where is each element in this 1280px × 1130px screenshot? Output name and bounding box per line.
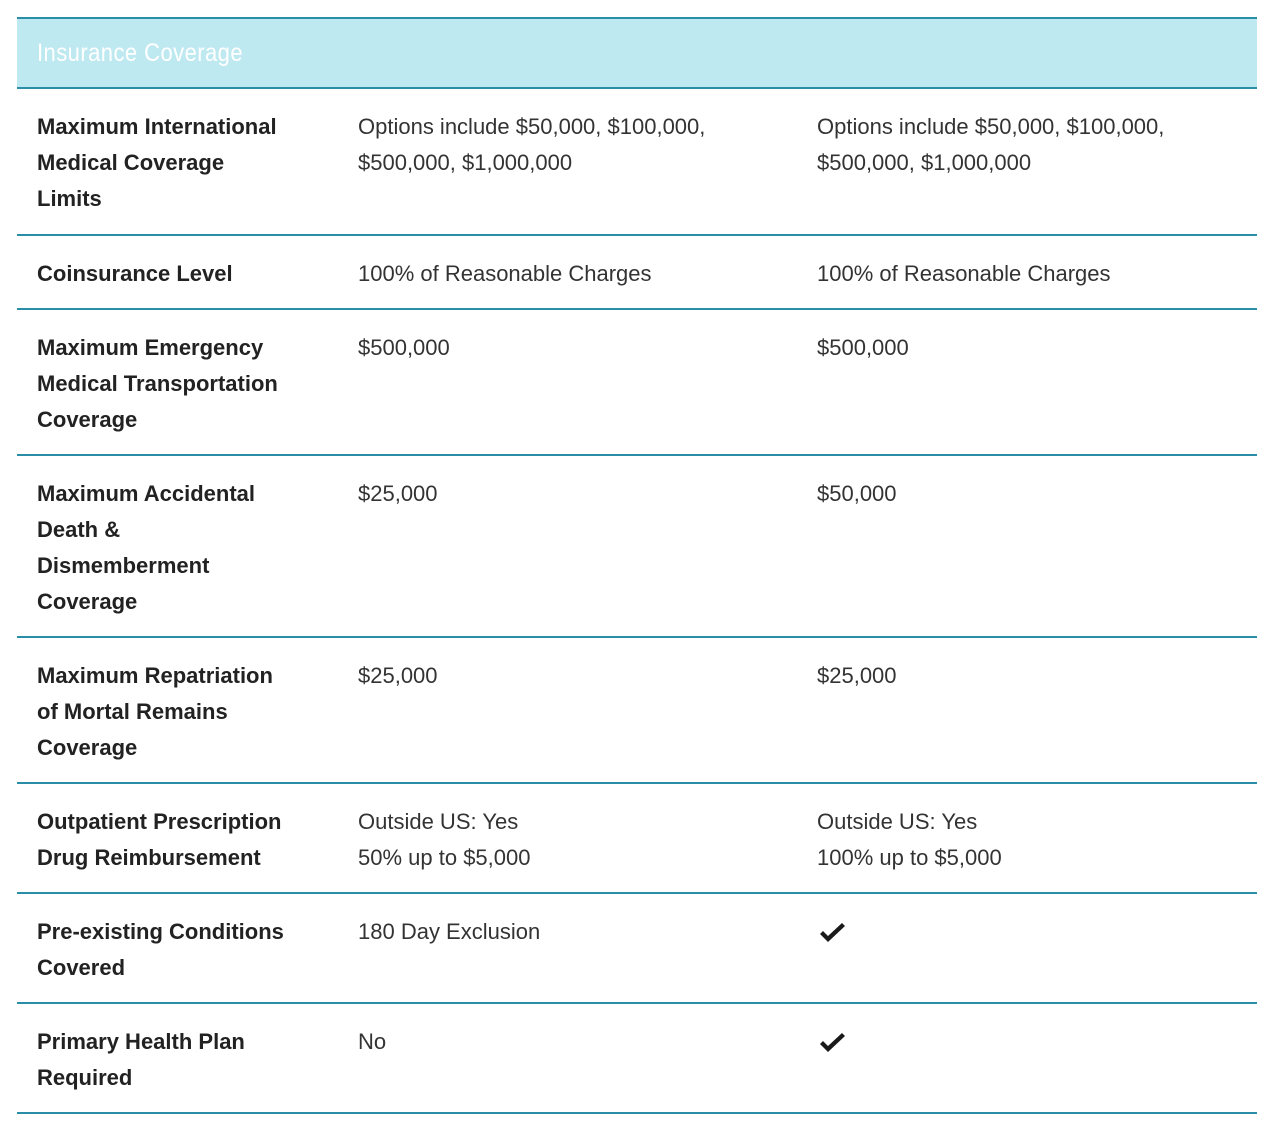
value-line: Outside US: Yes (817, 809, 978, 834)
row-label-line: Coverage (37, 589, 138, 614)
table-row (17, 89, 1257, 236)
plan-1-value (358, 894, 817, 1002)
coverage-table (17, 17, 1257, 1114)
row-label-line: Outpatient Prescription (37, 809, 282, 834)
row-label-line: Medical Coverage (37, 150, 225, 175)
row-label (17, 638, 358, 782)
row-label (17, 1004, 358, 1112)
value-line: $500,000 (358, 335, 450, 360)
section-header (17, 17, 1257, 89)
plan-2-value (817, 310, 1257, 454)
table-row (17, 1004, 1257, 1114)
row-label-line: Coverage (37, 735, 138, 760)
row-label-line: of Mortal Remains (37, 699, 228, 724)
plan-1-value (358, 1004, 817, 1112)
table-row (17, 456, 1257, 638)
row-label-line: Coverage (37, 407, 138, 432)
row-label-line: Coinsurance Level (37, 261, 233, 286)
row-label-line: Maximum Accidental (37, 481, 256, 506)
checkmark-icon (817, 1030, 847, 1054)
row-label (17, 89, 358, 234)
value-line: $500,000, $1,000,000 (358, 150, 573, 175)
plan-1-value (358, 638, 817, 782)
value-line: $500,000 (817, 335, 909, 360)
row-label (17, 784, 358, 892)
row-label-line: Required (37, 1065, 133, 1090)
value-line: $25,000 (358, 481, 438, 506)
plan-1-value (358, 310, 817, 454)
plan-2-value (817, 1004, 1257, 1112)
row-label (17, 456, 358, 636)
value-line: 50% up to $5,000 (358, 845, 531, 870)
value-line: $25,000 (817, 663, 897, 688)
plan-2-value (817, 236, 1257, 308)
value-line: 100% of Reasonable Charges (358, 261, 652, 286)
value-line: Options include $50,000, $100,000, (817, 114, 1165, 139)
table-row (17, 784, 1257, 894)
row-label (17, 894, 358, 1002)
row-label-line: Maximum Emergency (37, 335, 264, 360)
value-line: 180 Day Exclusion (358, 919, 541, 944)
table-row (17, 310, 1257, 456)
section-title: Insurance Coverage (37, 38, 244, 67)
value-line: 100% up to $5,000 (817, 845, 1002, 870)
plan-1-value (358, 89, 817, 234)
row-label (17, 236, 358, 308)
plan-2-value (817, 784, 1257, 892)
table-row (17, 236, 1257, 310)
row-label-line: Maximum International (37, 114, 277, 139)
table-row (17, 894, 1257, 1004)
plan-2-value (817, 89, 1257, 234)
row-label (17, 310, 358, 454)
row-label-line: Drug Reimbursement (37, 845, 261, 870)
row-label-line: Limits (37, 186, 102, 211)
value-line: Outside US: Yes (358, 809, 519, 834)
row-label-line: Covered (37, 955, 126, 980)
value-line: $50,000 (817, 481, 897, 506)
row-label-line: Primary Health Plan (37, 1029, 245, 1054)
plan-1-value (358, 784, 817, 892)
value-line: $500,000, $1,000,000 (817, 150, 1032, 175)
row-label-line: Medical Transportation (37, 371, 278, 396)
value-line: Options include $50,000, $100,000, (358, 114, 706, 139)
value-line: No (358, 1029, 387, 1054)
value-line: $25,000 (358, 663, 438, 688)
plan-2-value (817, 456, 1257, 636)
plan-2-value (817, 638, 1257, 782)
plan-1-value (358, 236, 817, 308)
value-line: 100% of Reasonable Charges (817, 261, 1111, 286)
row-label-line: Pre-existing Conditions (37, 919, 284, 944)
plan-1-value (358, 456, 817, 636)
table-row (17, 638, 1257, 784)
row-label-line: Maximum Repatriation (37, 663, 273, 688)
row-label-line: Dismemberment (37, 553, 210, 578)
plan-2-value (817, 894, 1257, 1002)
row-label-line: Death & (37, 517, 121, 542)
checkmark-icon (817, 920, 847, 944)
